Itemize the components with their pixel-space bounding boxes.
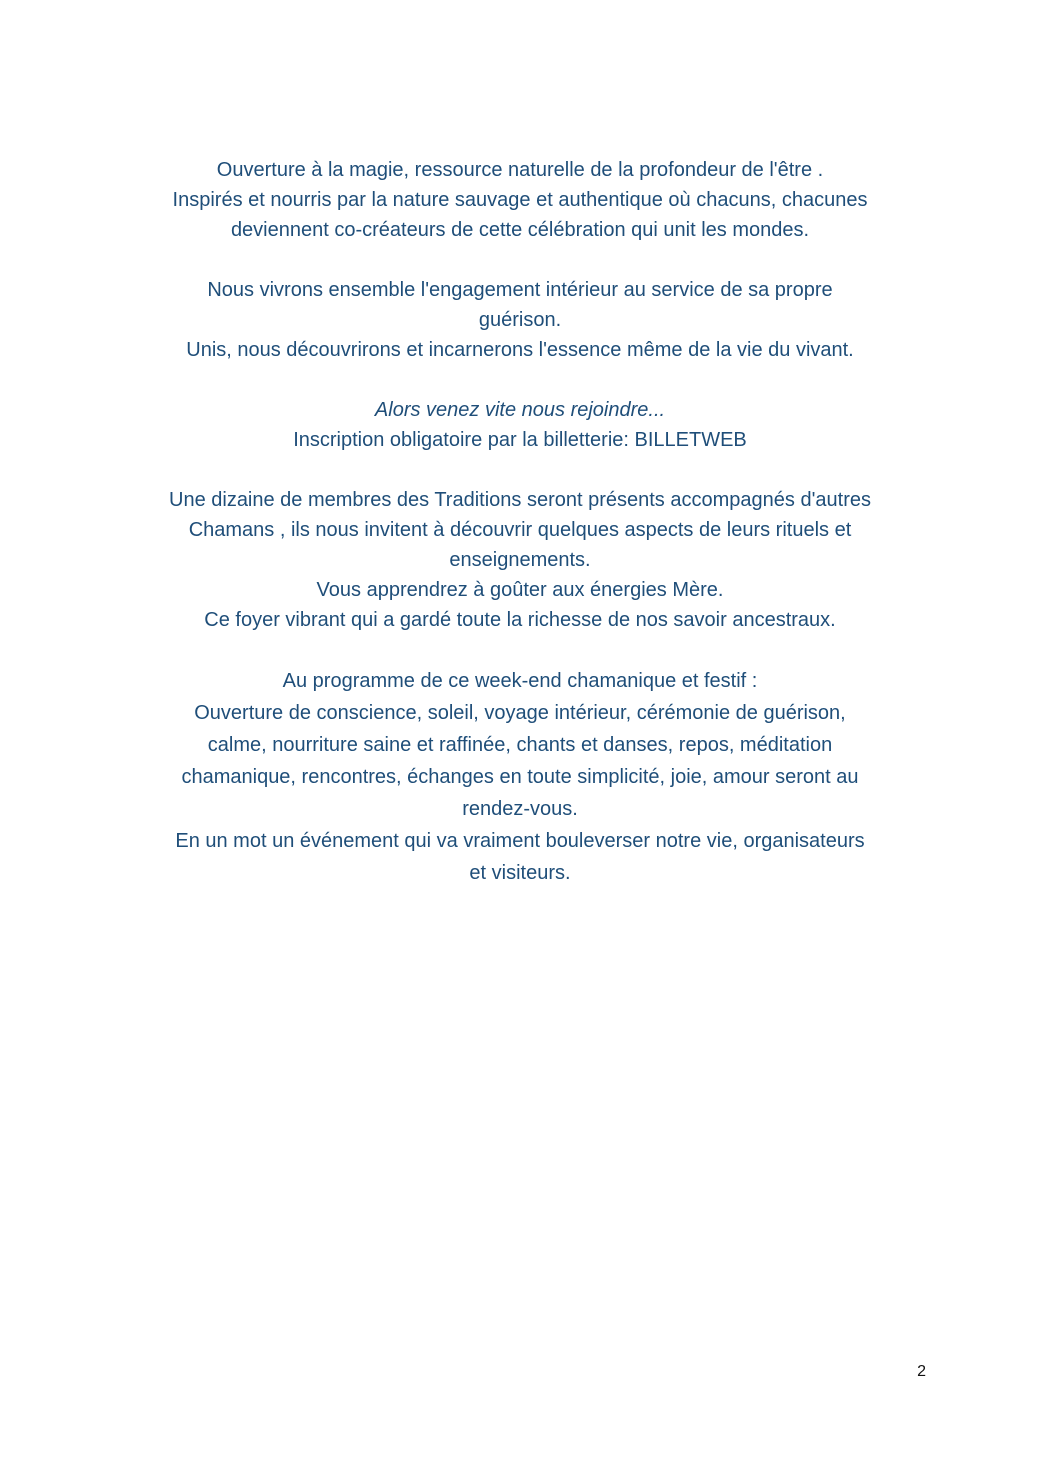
text-line: Une dizaine de membres des Traditions seront présents accompagnés d'autres — [169, 489, 871, 511]
text-line: Nous vivrons ensemble l'engagement intérieur au service de sa propre — [207, 279, 833, 301]
text-line: En un mot un événement qui va vraiment bouleverser notre vie, organisateurs — [175, 830, 865, 852]
text-line: Ouverture à la magie, ressource naturelle de la profondeur de l'être . — [216, 159, 824, 181]
registration-line: Inscription obligatoire par la billetterie: BILLETWEB — [293, 429, 747, 451]
text-line: Vous apprendrez à goûter aux énergies Mère. — [316, 579, 724, 601]
text-line: enseignements. — [449, 549, 591, 571]
text-line: calme, nourriture saine et raffinée, chants et danses, repos, méditation — [207, 734, 833, 756]
invitation-line: Alors venez vite nous rejoindre... — [374, 399, 666, 421]
paragraph-traditions — [110, 485, 930, 635]
paragraph-program — [110, 665, 930, 889]
text-line: rendez-vous. — [462, 798, 578, 820]
program-heading: Au programme de ce week-end chamanique et festif : — [282, 670, 758, 692]
text-line: Unis, nous découvrirons et incarnerons l'essence même de la vie du vivant. — [186, 339, 854, 361]
text-line: deviennent co-créateurs de cette célébration qui unit les mondes. — [230, 219, 810, 241]
text-line: Inspirés et nourris par la nature sauvage et authentique où chacuns, chacunes — [172, 189, 868, 211]
text-line: chamanique, rencontres, échanges en toute simplicité, joie, amour seront au — [181, 766, 859, 788]
page-number: 2 — [917, 1363, 926, 1380]
document-body — [110, 155, 930, 889]
text-line: guérison. — [478, 309, 562, 331]
text-line: et visiteurs. — [469, 862, 571, 884]
paragraph-intro — [110, 155, 930, 245]
paragraph-engagement — [110, 275, 930, 365]
text-line: Ce foyer vibrant qui a gardé toute la richesse de nos savoir ancestraux. — [204, 609, 836, 631]
paragraph-registration — [110, 395, 930, 455]
text-line: Chamans , ils nous invitent à découvrir quelques aspects de leurs rituels et — [188, 519, 852, 541]
text-line: Ouverture de conscience, soleil, voyage intérieur, cérémonie de guérison, — [194, 702, 846, 724]
